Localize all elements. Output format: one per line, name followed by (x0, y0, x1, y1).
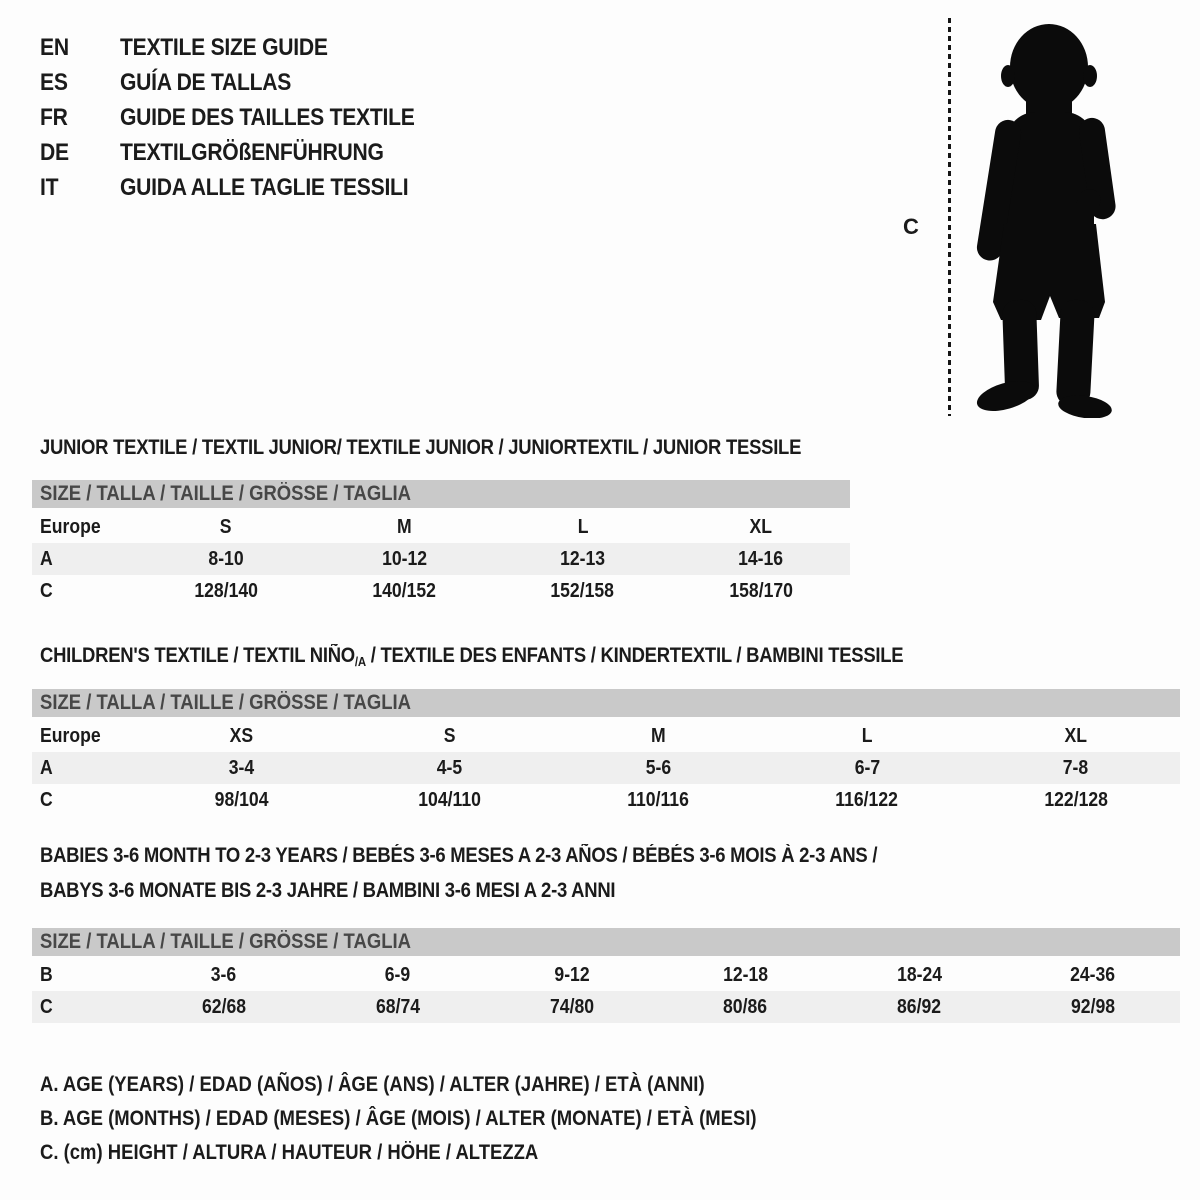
table-cell: 104/110 (418, 788, 482, 811)
table-cell: 128/140 (194, 579, 258, 602)
table-cell: 68/74 (375, 995, 420, 1018)
table-row (32, 959, 1180, 991)
table-row (32, 575, 850, 607)
table-cell: L (861, 724, 873, 747)
measure-c-label: C (903, 214, 919, 239)
language-code: IT (40, 173, 59, 201)
table-cell: 116/122 (835, 788, 899, 811)
language-title: GUIDA ALLE TAGLIE TESSILI (120, 173, 409, 201)
row-label: C (40, 995, 53, 1018)
table-row (32, 991, 1180, 1023)
table-cell: 152/158 (550, 579, 615, 602)
language-code: EN (40, 33, 69, 61)
table-cell: 122/128 (1043, 788, 1108, 811)
size-table-header: SIZE / TALLA / TAILLE / GRÖSSE / TAGLIA (32, 480, 850, 508)
table-cell: S (444, 724, 456, 747)
language-code: FR (40, 103, 68, 131)
table-cell: 4-5 (437, 756, 463, 779)
table-cell: 62/68 (201, 995, 246, 1018)
junior-size-table (32, 480, 850, 607)
table-cell: 92/98 (1071, 995, 1116, 1018)
language-row (40, 30, 455, 65)
language-title-list (40, 30, 455, 205)
table-cell: L (577, 515, 589, 538)
language-title: GUIDE DES TAILLES TEXTILE (120, 103, 415, 131)
language-row (40, 170, 455, 205)
measurement-legend (40, 1068, 854, 1170)
language-code: ES (40, 68, 68, 96)
title-subscript: /A (354, 654, 366, 669)
table-cell: 18-24 (896, 963, 942, 986)
table-cell: 98/104 (214, 788, 269, 811)
language-title: GUÍA DE TALLAS (120, 68, 292, 96)
table-cell: 6-7 (854, 756, 880, 779)
height-measure-dotted-line (948, 18, 951, 416)
table-cell: M (397, 515, 412, 538)
table-cell: 3-6 (211, 963, 237, 986)
row-label: B (40, 963, 53, 986)
table-cell: XS (229, 724, 254, 747)
table-cell: 3-4 (228, 756, 255, 779)
toddler-silhouette-image (960, 12, 1138, 423)
children-section-title: CHILDREN'S TEXTILE / TEXTIL NIÑO/A / TEXTILE DES ENFANTS / KINDERTEXTIL / BAMBINI TESSILE (40, 644, 904, 669)
table-cell: 7-8 (1062, 756, 1089, 779)
table-cell: 24-36 (1070, 963, 1116, 986)
table-cell: 158/170 (729, 579, 793, 602)
table-cell: 12-13 (560, 547, 606, 570)
legend-line-b: B. AGE (MONTHS) / EDAD (MESES) / ÂGE (MOIS) / ALTER (MONATE) / ETÀ (MESI) (40, 1107, 757, 1130)
table-cell: 110/116 (627, 788, 690, 811)
legend-line-a: A. AGE (YEARS) / EDAD (AÑOS) / ÂGE (ANS) / ALTER (JAHRE) / ETÀ (ANNI) (40, 1073, 705, 1096)
table-cell: 10-12 (381, 547, 427, 570)
table-cell: 140/152 (372, 579, 437, 602)
size-table-header: SIZE / TALLA / TAILLE / GRÖSSE / TAGLIA (32, 928, 1180, 956)
table-row (32, 511, 850, 543)
table-cell: M (651, 724, 666, 747)
size-table-header: SIZE / TALLA / TAILLE / GRÖSSE / TAGLIA (32, 689, 1180, 717)
babies-size-table (32, 928, 1180, 1023)
row-label: A (40, 756, 53, 779)
children-size-table (32, 689, 1180, 816)
table-cell: XL (749, 515, 773, 538)
row-label: C (40, 579, 53, 602)
language-code: DE (40, 138, 69, 166)
table-cell: 8-10 (208, 547, 244, 570)
table-row (32, 543, 850, 575)
table-cell: 12-18 (722, 963, 768, 986)
babies-section-title: BABIES 3-6 MONTH TO 2-3 YEARS / BEBÉS 3-6 MESES A 2-3 AÑOS / BÉBÉS 3-6 MOIS À 2-3 ANS / BABYS 3-6 MONATE BIS 2-3 JAHRE / BAMBINI 3-6 MESI A 2-3 ANNI (40, 844, 878, 902)
table-cell: XL (1064, 724, 1087, 747)
table-cell: 86/92 (897, 995, 942, 1018)
table-row (32, 720, 1180, 752)
table-cell: 80/86 (723, 995, 768, 1018)
row-label: Europe (40, 724, 101, 747)
row-label: Europe (40, 515, 101, 538)
table-cell: 74/80 (549, 995, 594, 1018)
language-row (40, 100, 455, 135)
row-label: C (40, 788, 53, 811)
table-row (32, 784, 1180, 816)
junior-section-title: JUNIOR TEXTILE / TEXTIL JUNIOR/ TEXTILE JUNIOR / JUNIORTEXTIL / JUNIOR TESSILE (40, 436, 802, 459)
table-row (32, 752, 1180, 784)
table-cell: 5-6 (645, 756, 672, 779)
table-cell: 9-12 (553, 963, 590, 986)
language-title: TEXTILGRÖßENFÜHRUNG (120, 138, 384, 166)
row-label: A (40, 547, 53, 570)
table-cell: S (220, 515, 232, 538)
table-cell: 6-9 (385, 963, 411, 986)
table-cell: 14-16 (738, 547, 784, 570)
language-row (40, 65, 455, 100)
legend-line-c: C. (cm) HEIGHT / ALTURA / HAUTEUR / HÖHE / ALTEZZA (40, 1141, 539, 1164)
language-row (40, 135, 455, 170)
language-title: TEXTILE SIZE GUIDE (120, 33, 328, 61)
